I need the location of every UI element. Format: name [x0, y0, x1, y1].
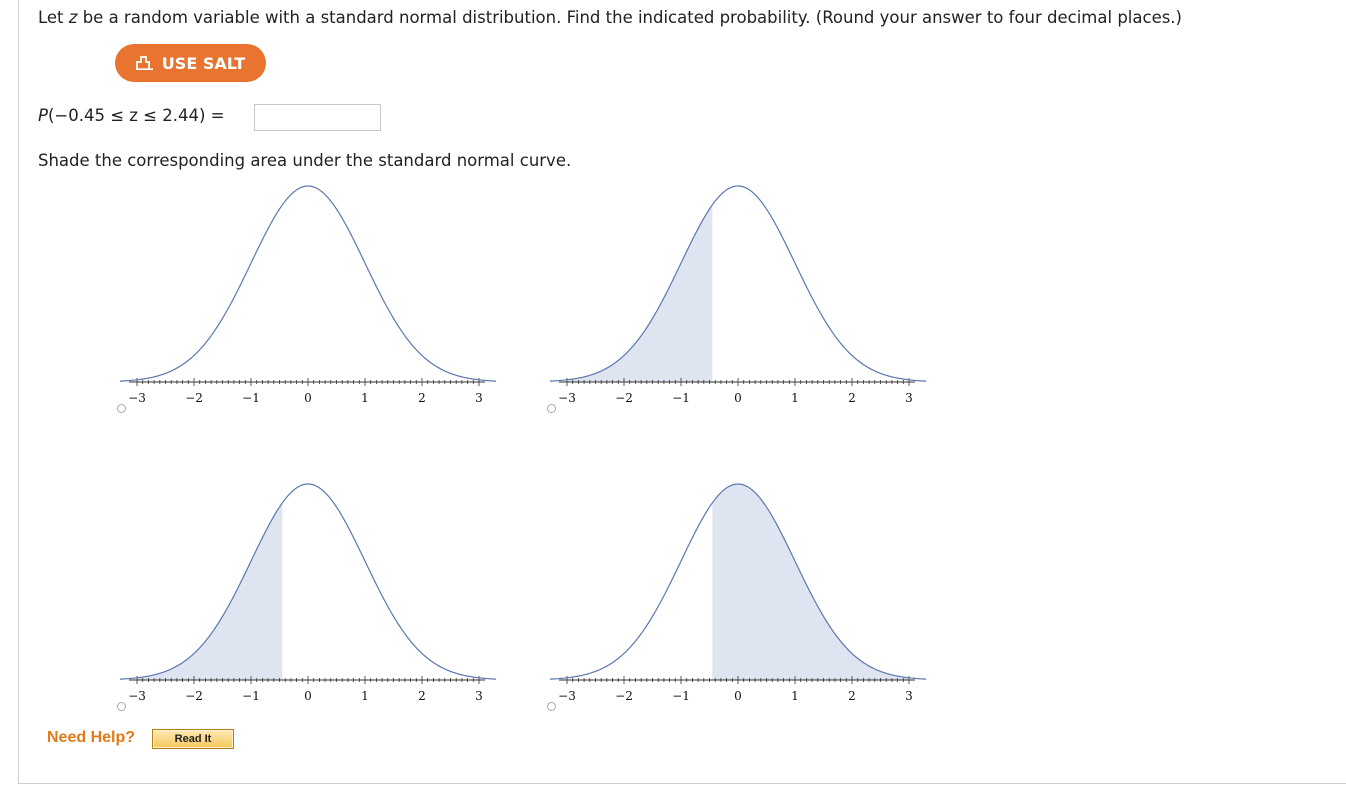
answer-input[interactable] [254, 104, 381, 131]
tick-label: 0 [304, 391, 312, 405]
salt-chart-icon [136, 56, 154, 70]
tick-label: 0 [734, 391, 742, 405]
tick-label: 1 [791, 391, 799, 405]
tick-label: 1 [361, 689, 369, 703]
tick-label: 0 [304, 689, 312, 703]
tick-label: 1 [361, 391, 369, 405]
tick-label: 2 [418, 689, 426, 703]
read-it-button[interactable]: Read It [152, 729, 234, 749]
normal-curve-graph [545, 180, 925, 420]
tick-label: 2 [418, 391, 426, 405]
tick-label: −3 [558, 689, 576, 703]
tick-label: 0 [734, 689, 742, 703]
normal-curve-graph [115, 180, 495, 420]
tick-label: −3 [128, 689, 146, 703]
normal-curve [120, 484, 496, 679]
tick-label: −2 [185, 391, 203, 405]
tick-label: −2 [615, 689, 633, 703]
shaded-area [567, 205, 712, 382]
probability-expression: P(−0.45 ≤ z ≤ 2.44) = [38, 106, 225, 125]
use-salt-label: USE SALT [161, 53, 246, 73]
tick-label: −3 [558, 391, 576, 405]
tick-label: −2 [615, 391, 633, 405]
need-help-label: Need Help? [47, 729, 136, 746]
tick-label: −1 [242, 689, 260, 703]
tick-label: 2 [848, 391, 856, 405]
tick-label: 3 [905, 391, 913, 405]
normal-curve-graph [115, 478, 495, 718]
tick-label: −1 [672, 391, 690, 405]
normal-curve-graph [545, 478, 925, 718]
tick-label: 3 [475, 689, 483, 703]
tick-label: −2 [185, 689, 203, 703]
tick-label: 2 [848, 689, 856, 703]
option-b-graph[interactable] [545, 180, 925, 420]
option-c-graph[interactable] [115, 478, 495, 718]
normal-curve [550, 186, 926, 381]
normal-curve [120, 186, 496, 381]
option-a-graph[interactable] [115, 180, 495, 420]
shaded-area [137, 503, 282, 680]
tick-label: −3 [128, 391, 146, 405]
shaded-area [712, 484, 909, 680]
tick-label: −1 [672, 689, 690, 703]
option-d-graph[interactable] [545, 478, 925, 718]
question-text: Let z be a random variable with a standard normal distribution. Find the indicated probability. (Round your answer to four decimal places.) [38, 8, 1182, 27]
tick-label: −1 [242, 391, 260, 405]
use-salt-button[interactable] [115, 44, 266, 82]
tick-label: 1 [791, 689, 799, 703]
shade-instruction: Shade the corresponding area under the standard normal curve. [38, 151, 572, 170]
tick-label: 3 [475, 391, 483, 405]
tick-label: 3 [905, 689, 913, 703]
